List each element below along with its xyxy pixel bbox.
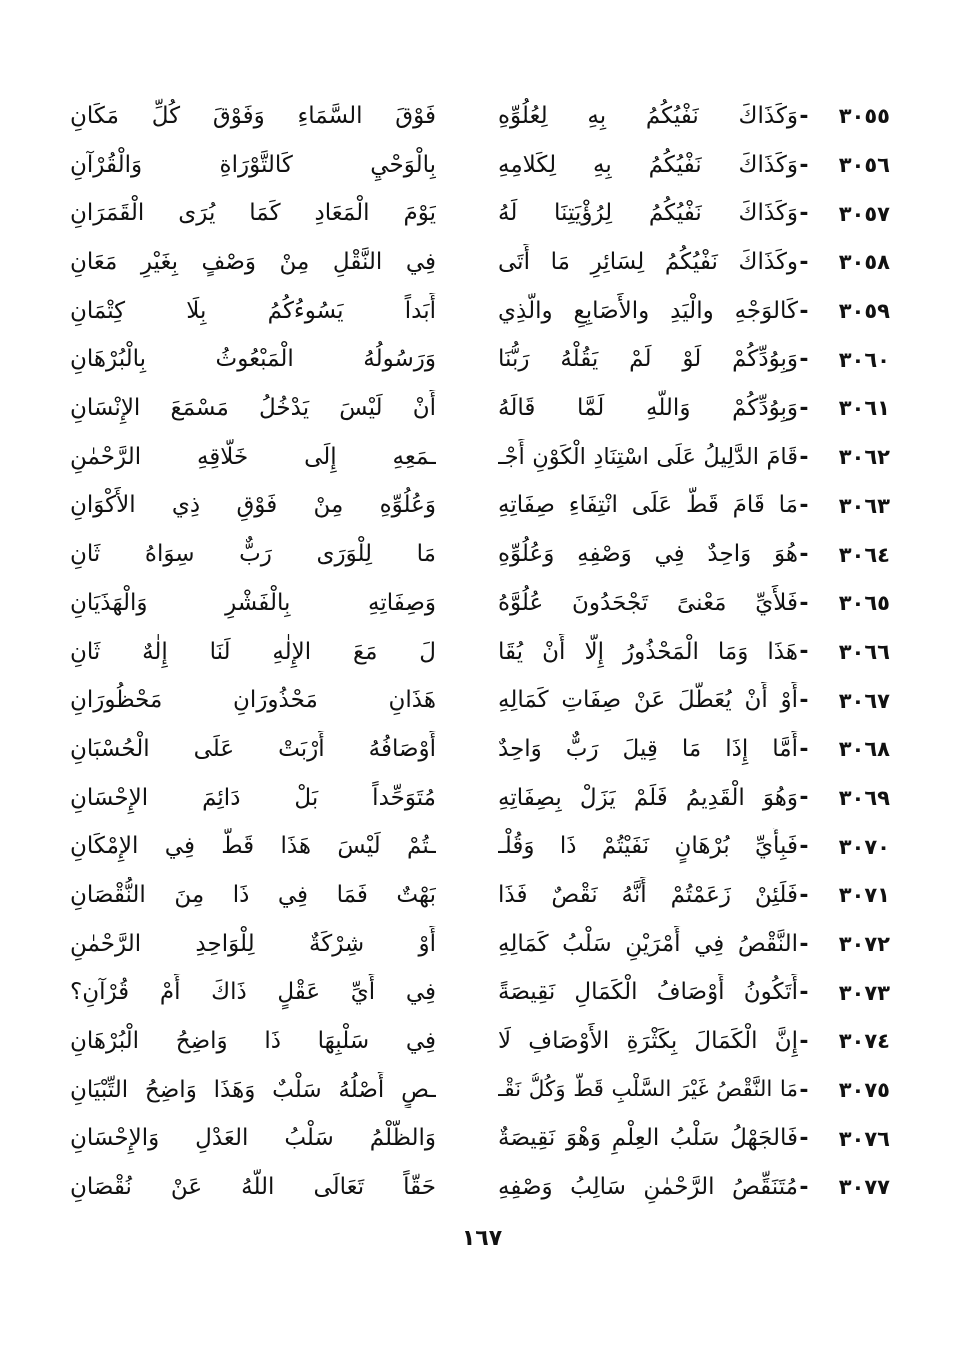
verse-second-hemistich: بِالْوَحْيِ كَالتَّوْرَاةِ وَالْقُرْآنِ xyxy=(70,151,436,178)
verse-first-hemistich: فَبِأَيِّ بُرْهَانٍ نَفَيْتُمْ ذَا وَقُلْـ xyxy=(498,833,798,860)
verse-number: ٣٠٥٧ xyxy=(838,201,890,226)
verse-first-hemistich: فَلَئِنْ زَعَمْتُمْ أَنَّهُ نَقْصٌ فَذَا xyxy=(498,881,798,908)
verse-dash: - xyxy=(799,493,809,519)
verse-dash: - xyxy=(799,590,809,616)
verse-number: ٣٠٥٩ xyxy=(838,299,890,324)
verse-second-hemistich: لَ مَعَ الإِلٰهِ لَنَا إِلٰهٌ ثَانِ xyxy=(70,638,436,665)
verse-dash: - xyxy=(799,639,809,665)
verse-line xyxy=(70,335,890,384)
verse-first-hemistich: مَا قَامَ قَطُّ عَلَى انْتِفَاءِ صِفَاتِهِ xyxy=(498,492,798,519)
verse-number: ٣٠٦٦ xyxy=(838,639,890,664)
verse-line xyxy=(70,968,890,1017)
verse-first-hemistich: مُتَنَقِّصُ الرَّحْمٰنِ سَالِبُ وَصْفِهِ xyxy=(498,1174,798,1201)
verse-line xyxy=(70,141,890,190)
verse-dash: - xyxy=(799,834,809,860)
verse-second-hemistich: فَوْقَ السَّمَاءِ وَفَوْقَ كُلِّ مَكَانِ xyxy=(70,102,436,129)
verse-line xyxy=(70,482,890,531)
verse-number: ٣٠٧١ xyxy=(838,883,890,908)
verse-second-hemistich: فِي أَيِّ عَقْلٍ ذَاكَ أَمْ قُرْآنِ؟ xyxy=(70,979,436,1006)
verse-line xyxy=(70,725,890,774)
verse-dash: - xyxy=(799,298,809,324)
verse-number: ٣٠٧٢ xyxy=(838,932,890,957)
verse-first-hemistich: هُوَ وَاحِدٌ فِي وَصْفِهِ وَعُلُوِّهِ xyxy=(498,541,798,568)
verse-second-hemistich: أَوْ شِرْكَةٌ لِلْوَاحِدِ الرَّحْمٰنِ xyxy=(70,930,436,957)
verse-first-hemistich: أَتَكُونُ أَوْصَافُ الْكَمَالِ نَقِيصَةً xyxy=(498,979,798,1006)
verse-number: ٣٠٦٨ xyxy=(838,737,890,762)
verse-line xyxy=(70,1066,890,1115)
verse-number: ٣٠٧٥ xyxy=(838,1078,890,1103)
verse-second-hemistich: وَالظُّلْمُ سَلْبُ العَدْلِ وَالإِحْسَانِ xyxy=(70,1125,436,1152)
verse-dash: - xyxy=(799,152,809,178)
verse-line xyxy=(70,189,890,238)
verse-dash: - xyxy=(799,444,809,470)
verse-second-hemistich: يَوْمَ الْمَعَادِ كَمَا يُرَى الْقَمَرَانِ xyxy=(70,200,436,227)
verse-first-hemistich: وَهُوَ الْقَدِيمُ فَلَمْ يَزَلْ بِصِفَاتِهِ xyxy=(498,784,798,811)
verse-second-hemistich: ـمَعِهِ إِلَى خَلَّاقِهِ الرَّحْمٰنِ xyxy=(70,443,436,470)
verse-dash: - xyxy=(799,1028,809,1054)
verse-line xyxy=(70,287,890,336)
verse-second-hemistich: أَوْصَافُهُ أَرْبَتْ عَلَى الْحُسْبَانِ xyxy=(70,735,436,762)
verse-second-hemistich: ـصٍ أَصْلُهُ سَلْبٌ وَهَذَا وَاضِحُ التِّبْيَانِ xyxy=(70,1076,436,1103)
verse-line xyxy=(70,384,890,433)
verse-number: ٣٠٧٤ xyxy=(838,1029,890,1054)
verse-line xyxy=(70,579,890,628)
verse-line xyxy=(70,774,890,823)
verse-number: ٣٠٦٠ xyxy=(838,347,890,372)
verse-dash: - xyxy=(799,201,809,227)
verse-dash: - xyxy=(799,688,809,714)
verse-first-hemistich: النَّقْصُ فِي أَمْرَيْنِ سَلْبُ كَمَالِهِ xyxy=(498,930,798,957)
verse-first-hemistich: إِنَّ الْكَمَالَ بِكَثْرَةِ الأَوْصَافِ لَا xyxy=(498,1028,798,1054)
verse-number: ٣٠٦٥ xyxy=(838,591,890,616)
verse-number: ٣٠٧٦ xyxy=(838,1126,890,1151)
verse-line xyxy=(70,1017,890,1066)
verse-second-hemistich: بَهْتٌ فَمَا فِي ذَا مِنَ النُّقْصَانِ xyxy=(70,881,436,908)
verse-number: ٣٠٦٤ xyxy=(838,542,890,567)
verse-dash: - xyxy=(799,1126,809,1152)
verse-number: ٣٠٥٨ xyxy=(838,250,890,275)
verse-first-hemistich: أَوْ أَنْ يُعَطَّلَ عَنْ صِفَاتِ كَمَالِهِ xyxy=(498,687,798,714)
verse-first-hemistich: وَبِوُدِّكُمْ لَوْ لَمْ يَقُلْهُ رَبُّنَا xyxy=(498,346,798,373)
verse-second-hemistich: أَنْ لَيْسَ يَدْخُلُ مَسْمَعَ الإِنْسَانِ xyxy=(70,395,436,422)
verse-dash: - xyxy=(799,1174,809,1200)
verse-number: ٣٠٥٥ xyxy=(838,104,890,129)
verse-number: ٣٠٥٦ xyxy=(838,153,890,178)
verse-number: ٣٠٦١ xyxy=(838,396,890,421)
verse-number: ٣٠٦٢ xyxy=(838,445,890,470)
verse-number: ٣٠٦٣ xyxy=(838,493,890,518)
verse-line xyxy=(70,238,890,287)
page-number: ١٦٧ xyxy=(461,1226,503,1251)
verse-line xyxy=(70,1163,890,1212)
verse-second-hemistich: مُتَوَحِّداً بَلْ دَائِمَ الإِحْسَانِ xyxy=(70,784,436,811)
verse-dash: - xyxy=(799,882,809,908)
verse-second-hemistich: وَرَسُولُهُ الْمَبْعُوثُ بِالْبُرْهَانِ xyxy=(70,346,436,373)
verse-first-hemistich: قَامَ الدَّلِيلُ عَلَى اسْتِنَادِ الْكَوْنِ أَجْـ xyxy=(498,444,798,471)
verse-second-hemistich: هَذَانِ مَحْذُورَانِ مَحْظُورَانِ xyxy=(70,687,436,714)
verse-dash: - xyxy=(799,542,809,568)
verse-line xyxy=(70,1114,890,1163)
verse-first-hemistich: وَكَذَاكَ نَفْيُكُمُ لِرُؤْيَتِنَا لَهُ xyxy=(498,200,798,227)
verse-number: ٣٠٧٣ xyxy=(838,980,890,1005)
verse-dash: - xyxy=(799,736,809,762)
poem-body xyxy=(70,92,890,1212)
verse-line xyxy=(70,433,890,482)
verse-second-hemistich: وَصِفَاتِهِ بِالْفَشْرِ وَالْهَذَيَانِ xyxy=(70,589,436,616)
verse-number: ٣٠٧٧ xyxy=(838,1175,890,1200)
verse-line xyxy=(70,822,890,871)
verse-dash: - xyxy=(799,249,809,275)
verse-number: ٣٠٦٧ xyxy=(838,688,890,713)
verse-dash: - xyxy=(799,931,809,957)
verse-first-hemistich: وَكَذَاكَ نَفْيُكُمُ بِهِ لِعُلُوِّهِ xyxy=(498,102,798,129)
verse-first-hemistich: هَذَا وَمَا الْمَحْذُورُ إِلَّا أَنْ يُقَا xyxy=(498,638,798,665)
verse-dash: - xyxy=(799,1077,809,1103)
verse-first-hemistich: كَالوَجْهِ والْيَدِ والأَصَابِعِ والَّذِي xyxy=(498,297,798,324)
verse-second-hemistich: وَعُلُوِّهِ مِنْ فَوْقِ ذِي الأَكْوَانِ xyxy=(70,492,436,519)
verse-first-hemistich: فَالجَهْلُ سَلْبُ العِلْمِ وَهْوَ نَقِيصَةٌ xyxy=(498,1125,798,1152)
verse-first-hemistich: أَمَّا إِذَا مَا قِيلَ رَبٌّ وَاحِدٌ xyxy=(498,735,798,762)
verse-second-hemistich: مَا لِلْوَرَى رَبٌّ سِوَاهُ ثَانِ xyxy=(70,541,436,568)
verse-second-hemistich: ـتُمْ لَيْسَ هَذَا قَطُّ فِي الإِمْكَانِ xyxy=(70,833,436,860)
verse-line xyxy=(70,676,890,725)
verse-second-hemistich: فِي سَلْبِهَا ذَا وَاضِحُ الْبُرْهَانِ xyxy=(70,1028,436,1054)
verse-first-hemistich: وكَذَاكَ نَفْيُكُمُ لِسَائِرِ مَا أَتَى xyxy=(498,249,798,275)
verse-first-hemistich: مَا النَّقْصُ غَيْرَ السَّلْبِ قَطُّ وَكُلُّ نَقْـ xyxy=(498,1076,798,1102)
verse-dash: - xyxy=(799,395,809,421)
verse-line xyxy=(70,920,890,969)
verse-second-hemistich: فِي النَّقْلِ مِنْ وَصْفٍ بِغَيْرِ مَعَانِ xyxy=(70,249,436,275)
verse-first-hemistich: وَبِوُدِّكُمْ وَاللَّهِ لَمَّا قَالَهُ xyxy=(498,395,798,422)
verse-number: ٣٠٦٩ xyxy=(838,785,890,810)
verse-first-hemistich: وَكَذَاكَ نَفْيُكُمُ بِهِ لِكَلامِهِ xyxy=(498,151,798,178)
verse-line xyxy=(70,871,890,920)
verse-number: ٣٠٧٠ xyxy=(838,834,890,859)
verse-line xyxy=(70,530,890,579)
verse-line xyxy=(70,628,890,677)
verse-dash: - xyxy=(799,980,809,1006)
verse-first-hemistich: فَلأَيِّ مَعْنىً تَجْحَدُونَ عُلُوَّهُ xyxy=(498,589,798,616)
verse-second-hemistich: أَبَداً يَسُوءُكُمُ بِلَا كِتْمَانِ xyxy=(70,297,436,324)
verse-second-hemistich: حَقّاً تَعَالَى اللَّهُ عَنْ نُقْصَانِ xyxy=(70,1174,436,1201)
verse-dash: - xyxy=(799,103,809,129)
verse-line xyxy=(70,92,890,141)
verse-dash: - xyxy=(799,785,809,811)
verse-dash: - xyxy=(799,347,809,373)
